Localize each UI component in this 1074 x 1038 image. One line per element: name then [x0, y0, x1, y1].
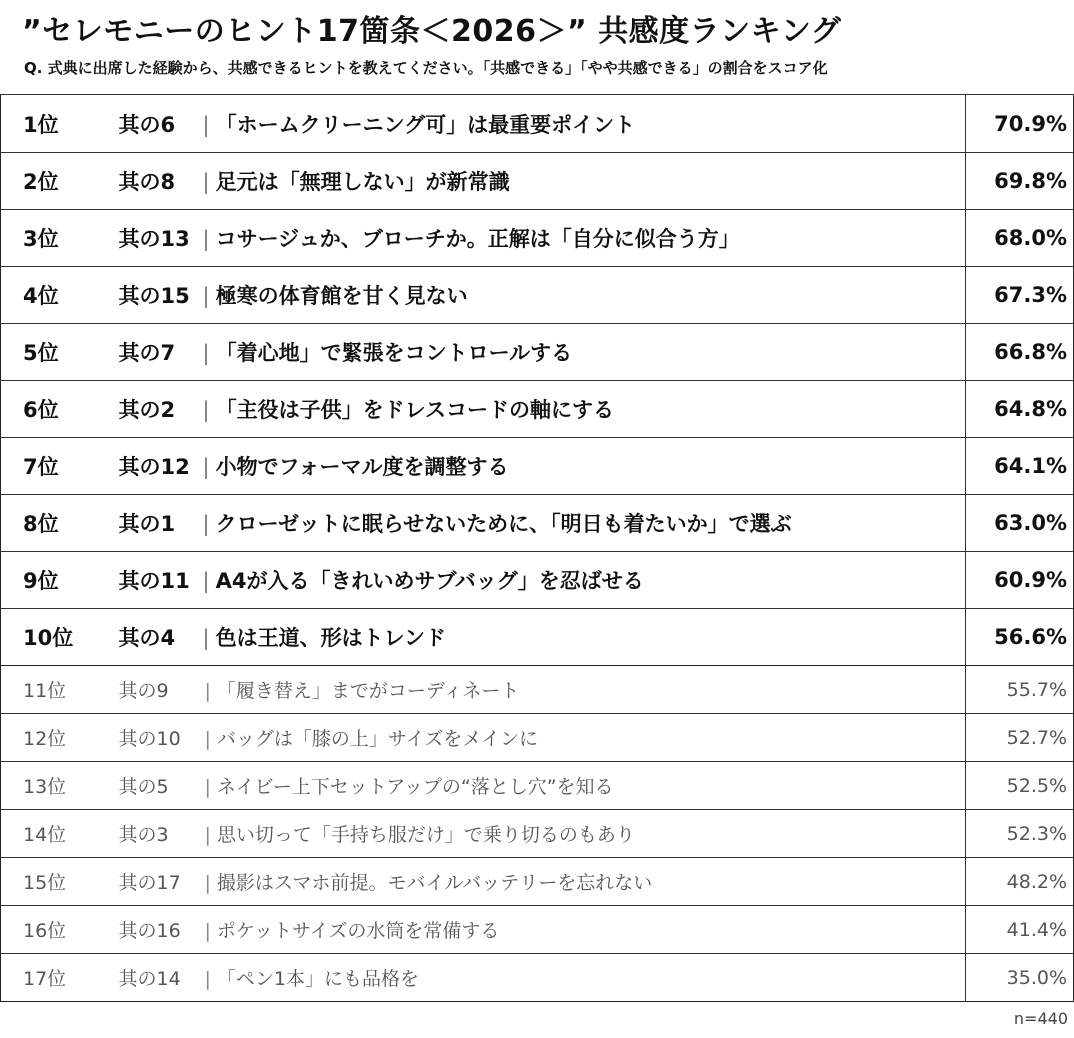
item-number-label: 其の13 — [118, 227, 190, 251]
tip-text: 足元は「無理しない」が新常識 — [215, 170, 510, 194]
tip-text: A4が入る「きれいめサブバッグ」を忍ばせる — [215, 569, 644, 593]
score-value: 64.8% — [966, 381, 1074, 438]
table-row — [1, 609, 1074, 666]
tip-text: 極寒の体育館を甘く見ない — [215, 284, 468, 308]
separator-bar: | — [202, 398, 210, 422]
survey-question: Q. 式典に出席した経験から、共感できるヒントを教えてください。「共感できる」「やや共感できる」の割合をスコア化 — [24, 59, 828, 77]
table-row — [1, 153, 1074, 210]
table-row — [1, 381, 1074, 438]
rank-label: 3位 — [1, 210, 97, 267]
table-row — [1, 762, 1074, 810]
separator-bar: | — [202, 227, 210, 251]
table-row — [1, 95, 1074, 153]
rank-label: 14位 — [1, 810, 97, 858]
tip-cell — [97, 858, 966, 906]
tip-cell — [97, 552, 966, 609]
score-value: 66.8% — [966, 324, 1074, 381]
score-value: 64.1% — [966, 438, 1074, 495]
separator-bar: | — [204, 920, 211, 942]
score-value: 60.9% — [966, 552, 1074, 609]
item-number-label: 其の11 — [118, 569, 190, 593]
item-number-label: 其の14 — [118, 968, 181, 990]
score-value: 35.0% — [966, 954, 1074, 1002]
item-number-label: 其の16 — [118, 920, 181, 942]
rank-label: 15位 — [1, 858, 97, 906]
rank-label: 4位 — [1, 267, 97, 324]
separator-bar: | — [204, 680, 211, 702]
rank-label: 5位 — [1, 324, 97, 381]
score-value: 52.5% — [966, 762, 1074, 810]
table-row — [1, 954, 1074, 1002]
table-row — [1, 666, 1074, 714]
separator-bar: | — [204, 824, 211, 846]
tip-text: ポケットサイズの水筒を常備する — [216, 920, 500, 942]
item-number-label: 其の17 — [118, 872, 181, 894]
item-number-label: 其の15 — [118, 284, 190, 308]
separator-bar: | — [202, 626, 210, 650]
sample-size-note: n=440 — [1013, 1009, 1068, 1028]
rank-label: 1位 — [1, 95, 97, 153]
item-number-label: 其の12 — [118, 455, 190, 479]
separator-bar: | — [204, 872, 211, 894]
item-number-label: 其の2 — [118, 398, 176, 422]
table-row — [1, 210, 1074, 267]
separator-bar: | — [202, 170, 210, 194]
table-row — [1, 714, 1074, 762]
tip-cell — [97, 954, 966, 1002]
item-number-label: 其の1 — [118, 512, 176, 536]
rank-label: 8位 — [1, 495, 97, 552]
rank-label: 9位 — [1, 552, 97, 609]
table-row — [1, 267, 1074, 324]
tip-cell — [97, 438, 966, 495]
separator-bar: | — [202, 112, 210, 137]
tip-cell — [97, 153, 966, 210]
tip-cell — [97, 609, 966, 666]
score-value: 68.0% — [966, 210, 1074, 267]
tip-cell — [97, 267, 966, 324]
tip-cell — [97, 666, 966, 714]
tip-text: 小物でフォーマル度を調整する — [215, 455, 509, 479]
rank-label: 13位 — [1, 762, 97, 810]
tip-text: 「履き替え」までがコーディネート — [216, 680, 520, 702]
tip-cell — [97, 210, 966, 267]
rank-label: 2位 — [1, 153, 97, 210]
separator-bar: | — [202, 455, 210, 479]
score-value: 69.8% — [966, 153, 1074, 210]
tip-cell — [97, 810, 966, 858]
item-number-label: 其の4 — [118, 626, 176, 650]
tip-cell — [97, 714, 966, 762]
item-number-label: 其の6 — [118, 112, 176, 137]
rank-label: 17位 — [1, 954, 97, 1002]
rank-label: 16位 — [1, 906, 97, 954]
table-row — [1, 552, 1074, 609]
score-value: 67.3% — [966, 267, 1074, 324]
tip-cell — [97, 906, 966, 954]
tip-text: バッグは「膝の上」サイズをメインに — [216, 728, 539, 750]
table-row — [1, 858, 1074, 906]
rank-label: 6位 — [1, 381, 97, 438]
tip-text: 色は王道、形はトレンド — [215, 626, 447, 650]
item-number-label: 其の10 — [118, 728, 181, 750]
tip-cell — [97, 495, 966, 552]
separator-bar: | — [204, 776, 211, 798]
separator-bar: | — [204, 728, 211, 750]
tip-text: 思い切って「手持ち服だけ」で乗り切るのもあり — [216, 824, 635, 846]
score-value: 56.6% — [966, 609, 1074, 666]
tip-cell — [97, 381, 966, 438]
tip-text: 「ペン1本」にも品格を — [216, 968, 419, 990]
item-number-label: 其の7 — [118, 341, 176, 365]
ranking-table — [0, 94, 1074, 1002]
tip-text: 撮影はスマホ前提。モバイルバッテリーを忘れない — [216, 872, 653, 894]
separator-bar: | — [204, 968, 211, 990]
item-number-label: 其の3 — [118, 824, 169, 846]
tip-text: クローゼットに眠らせないために、「明日も着たいか」で選ぶ — [215, 512, 792, 536]
score-value: 52.7% — [966, 714, 1074, 762]
item-number-label: 其の5 — [118, 776, 169, 798]
table-row — [1, 810, 1074, 858]
score-value: 48.2% — [966, 858, 1074, 906]
tip-text: 「主役は子供」をドレスコードの軸にする — [215, 398, 614, 422]
rank-label: 10位 — [1, 609, 97, 666]
item-number-label: 其の9 — [118, 680, 169, 702]
tip-cell — [97, 95, 966, 153]
table-row — [1, 495, 1074, 552]
tip-text: 「着心地」で緊張をコントロールする — [215, 341, 573, 365]
item-number-label: 其の8 — [118, 170, 176, 194]
chart-title: ”セレモニーのヒント17箇条＜2026＞” 共感度ランキング — [22, 14, 842, 49]
separator-bar: | — [202, 569, 210, 593]
table-row — [1, 438, 1074, 495]
rank-label: 11位 — [1, 666, 97, 714]
table-row — [1, 906, 1074, 954]
tip-text: 「ホームクリーニング可」は最重要ポイント — [215, 112, 636, 137]
tip-text: ネイビー上下セットアップの“落とし穴”を知る — [216, 776, 614, 798]
separator-bar: | — [202, 284, 210, 308]
separator-bar: | — [202, 512, 210, 536]
score-value: 52.3% — [966, 810, 1074, 858]
tip-cell — [97, 762, 966, 810]
score-value: 63.0% — [966, 495, 1074, 552]
score-value: 41.4% — [966, 906, 1074, 954]
score-value: 55.7% — [966, 666, 1074, 714]
rank-label: 12位 — [1, 714, 97, 762]
separator-bar: | — [202, 341, 210, 365]
score-value: 70.9% — [966, 95, 1074, 153]
ranking-table-body — [1, 95, 1074, 1002]
tip-cell — [97, 324, 966, 381]
rank-label: 7位 — [1, 438, 97, 495]
tip-text: コサージュか、ブローチか。正解は「自分に似合う方」 — [215, 227, 740, 251]
table-row — [1, 324, 1074, 381]
